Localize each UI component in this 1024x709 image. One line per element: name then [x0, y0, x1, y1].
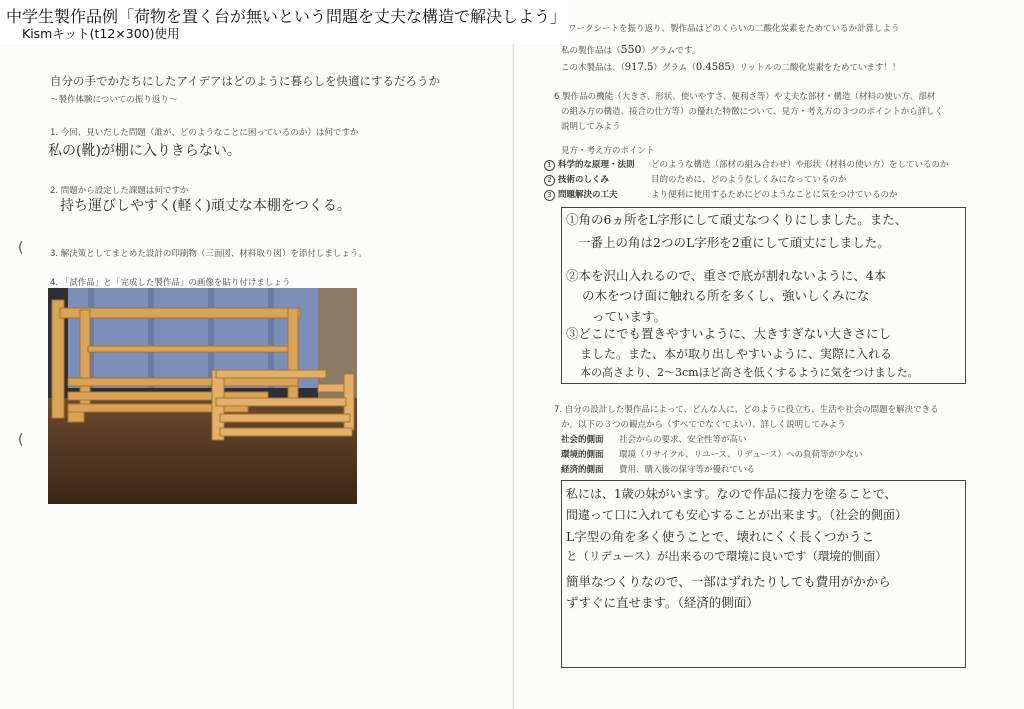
weight-label-post: ）グラムです。: [641, 46, 701, 56]
answer-6-line-8: 本の高さより、2〜3cmほど高さを低くするように気をつけました。: [580, 366, 919, 379]
weight-line: [561, 43, 700, 56]
question-3: 3. 解決策としてまとめた設計の印刷物（三面図、材料取り図）を添付しましょう。: [50, 249, 367, 259]
point-1: [544, 158, 635, 171]
left-subheading: ～製作体験についての振り返り～: [50, 95, 178, 105]
point-2-number: 2: [544, 175, 555, 186]
point-1-number: 1: [544, 160, 555, 171]
co2-line: [561, 61, 901, 73]
answer-7-line-2: 間違って口に入れても安心することが出来ます。（社会的側面）: [566, 508, 908, 522]
points-title: 見方・考え方のポイント: [561, 146, 655, 156]
binder-hole-top: (: [18, 240, 24, 256]
question-6-line3: 説明してみよう: [561, 122, 621, 132]
answer-6-line-7: ました。また、本が取り出しやすいように、実際に入れる: [580, 347, 893, 361]
weight-label-pre: 私の製作品は（: [561, 46, 621, 56]
page-title: 中学生製作品例「荷物を置く台が無いという問題を丈夫な構造で解決しよう」: [6, 7, 567, 26]
answer-6-line-1: ①角の6ヵ所をL字形にして頑丈なつくりにしました。また、: [566, 212, 908, 227]
answer-7-line-6: ずすぐに直せます。（経済的側面）: [566, 595, 759, 610]
question-2: 2. 問題から設定した課題は何ですか: [50, 186, 189, 196]
product-photo: [48, 288, 357, 504]
left-heading: 自分の手でかたちにしたアイデアはどのように暮らしを快適にするだろうか: [50, 74, 440, 88]
question-7-line2: か。以下の３つの観点から（すべてでなくてよい）、詳しく説明してみよう: [561, 420, 846, 430]
answer-1-handwritten: 私の(靴)が棚に入りきらない。: [48, 143, 241, 159]
answer-6-line-6: ③どこにでも置きやすいように、大きすぎない大きさにし: [566, 326, 892, 341]
point-3-number: 3: [544, 190, 555, 201]
point-2: [544, 173, 609, 186]
point-1-label: 科学的な原理・法則: [558, 160, 635, 170]
co2-grams-value: 917.5: [624, 62, 654, 73]
point-3: [544, 188, 618, 201]
shelf-photo-illustration: [48, 288, 357, 504]
point-2-description: 目的のために、どのようなしくみになっているのか: [651, 175, 847, 185]
answer-6-line-4: の木をつけ面に触れる所を多くし、強いしくみにな: [582, 288, 870, 303]
aspect-economic-label: 経済的側面: [561, 465, 604, 475]
point-3-description: より便利に使用するためにどのようなことに気をつけているのか: [651, 190, 898, 200]
question-6-line1: 6 製作品の機能（大きさ、形状、使いやすさ、便利さ等）や丈夫な部材・構造（材料の使い方、部材: [554, 92, 936, 102]
question-1: 1. 今回、見いだした問題（誰が、どのようなことに困っているのか）は何ですか: [50, 128, 359, 138]
answer-7-line-3: L字型の角を多く使うことで、壊れにくく長くつかうこ: [566, 529, 875, 544]
aspect-social-desc: 社会からの要求、安全性等が高い: [619, 435, 747, 445]
answer-6-line-2: 一番上の角は2つのL字形を2重にして頑丈にしました。: [578, 235, 890, 250]
point-1-description: どのような構造（部材の組み合わせ）や形状（材料の使い方）をしているのか: [651, 160, 949, 170]
aspect-economic-desc: 費用、購入後の保守等が優れている: [619, 465, 756, 475]
aspect-social-label: 社会的側面: [561, 435, 604, 445]
co2-liters-value: 0.4585: [695, 62, 731, 73]
page-subtitle: Kismキット(t12×300)使用: [22, 26, 180, 41]
aspect-environment-desc: 環境（リサイクル、リユース、リデュース）への負荷等が少ない: [619, 450, 863, 460]
point-3-label: 問題解決の工夫: [558, 190, 618, 200]
aspect-environment-label: 環境的側面: [561, 450, 604, 460]
point-2-label: 技術のしくみ: [558, 175, 610, 185]
header-banner: [0, 0, 568, 44]
question-6-line2: の組み方の構造、接合の仕方等）の優れた特徴について、見方・考え方の３つのポイントから詳しく: [561, 107, 944, 117]
answer-7-line-4: と（リデュース）が出来るので環境に良いです（環境的側面）: [566, 549, 887, 563]
co2-label-post: ）リットルの二酸化炭素をためています！！: [730, 63, 901, 73]
co2-label-mid: ）グラム（: [653, 63, 696, 73]
question-5: ワークシートを振り返り、製作品はどのくらいの二酸化炭素をためているか計算しよう: [568, 24, 900, 34]
answer-6-line-5: っています。: [592, 309, 667, 324]
binder-hole-bottom: (: [18, 432, 24, 448]
weight-value: 550: [620, 43, 642, 56]
question-7-line1: 7. 自分の設計した製作品によって、どんな人に、どのように役立ち、生活や社会の問題を解決できる: [554, 405, 939, 415]
answer-2-handwritten: 持ち運びしやすく(軽く)頑丈な本棚をつくる。: [60, 198, 351, 214]
co2-label-pre: この木製品は、（: [561, 63, 625, 73]
answer-7-line-5: 簡単なつくりなので、一部はずれたりしても費用がかから: [566, 574, 891, 589]
answer-7-line-1: 私には、1歳の妹がいます。なので作品に接力を塗ることで、: [566, 487, 897, 501]
question-4: 4. 「試作品」と「完成した製作品」の画像を貼り付けましょう: [50, 278, 291, 288]
answer-6-line-3: ②本を沢山入れるので、重さで底が割れないように、4本: [566, 268, 887, 283]
